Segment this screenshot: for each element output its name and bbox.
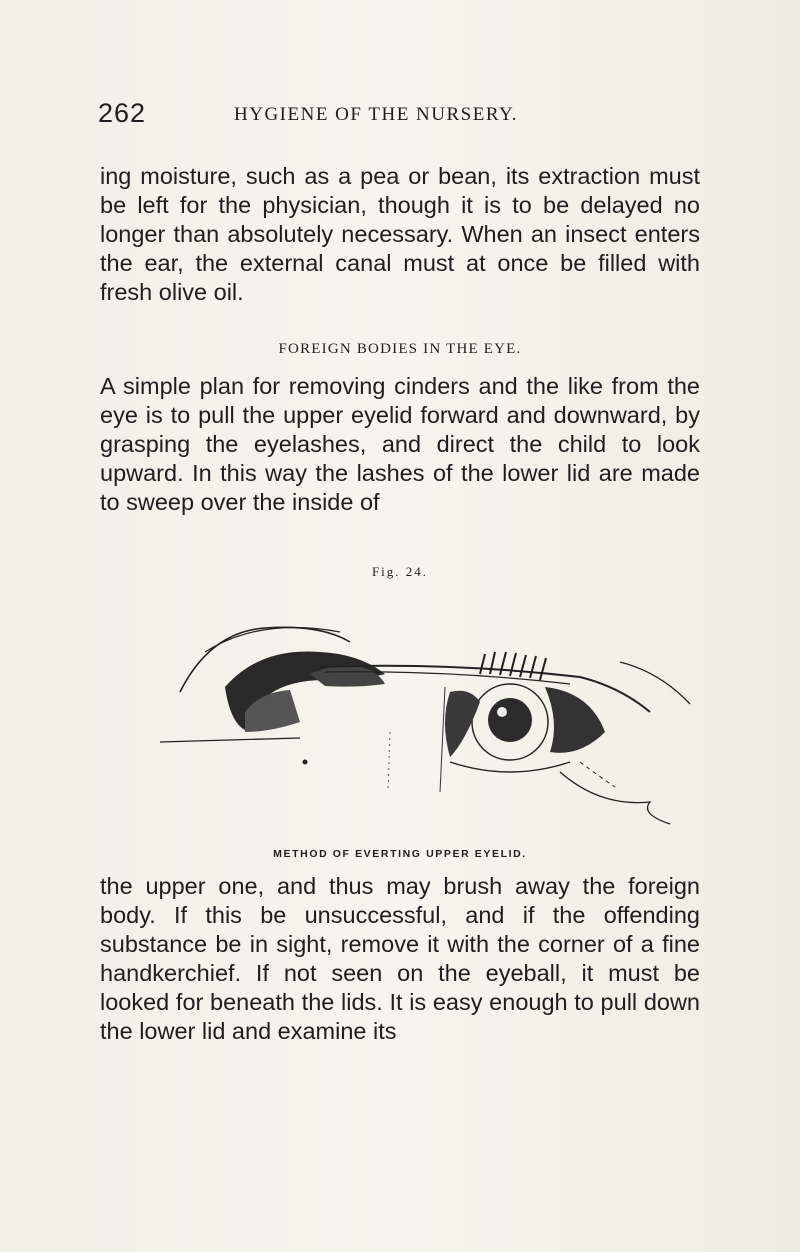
figure-caption: METHOD OF EVERTING UPPER EYELID. <box>273 848 527 860</box>
cheek-line <box>560 772 670 824</box>
lashes <box>480 652 546 680</box>
page-number: 262 <box>98 98 147 128</box>
eye-left-shading <box>445 691 480 757</box>
eyelid-eversion-illustration <box>150 592 710 832</box>
running-title: HYGIENE OF THE NURSERY. <box>234 104 518 125</box>
paragraph-handkerchief: the upper one, and thus may brush away the foreign body. If this be unsuccessful, and if the offending substance be in sight, remove it with the corner of a fine handkerchief. If not seen on the eyeball, it must be looked for beneath the lids. It is easy enough to pull down the lower lid and examine its <box>100 873 700 1044</box>
face-vertical <box>440 687 445 792</box>
figure-label: Fig. 24. <box>371 564 429 579</box>
eye-right-shading <box>545 687 605 753</box>
cheek-dashes <box>580 762 615 787</box>
paragraph-eye-cinders: A simple plan for removing cinders and the like from the eye is to pull the upper eyelid forward and downward, by grasping the eyelashes, and direct the child to look upward. In this way the lashes of the lower lid are made to sweep over the inside of <box>100 373 700 515</box>
page-header <box>98 98 700 138</box>
dot-mark <box>303 760 308 765</box>
iris <box>488 698 532 742</box>
face-left-line <box>160 738 300 742</box>
pupil-highlight <box>497 707 507 717</box>
section-heading: FOREIGN BODIES IN THE EYE. <box>278 341 522 357</box>
dotted-line <box>388 732 390 792</box>
paragraph-ear-insect: ing moisture, such as a pea or bean, its extraction must be left for the physician, though it is to be delayed no longer than absolutely necessary. When an insect enters the ear, the external canal must at once be filled with fresh olive oil. <box>100 163 700 305</box>
lower-lid <box>450 762 570 772</box>
